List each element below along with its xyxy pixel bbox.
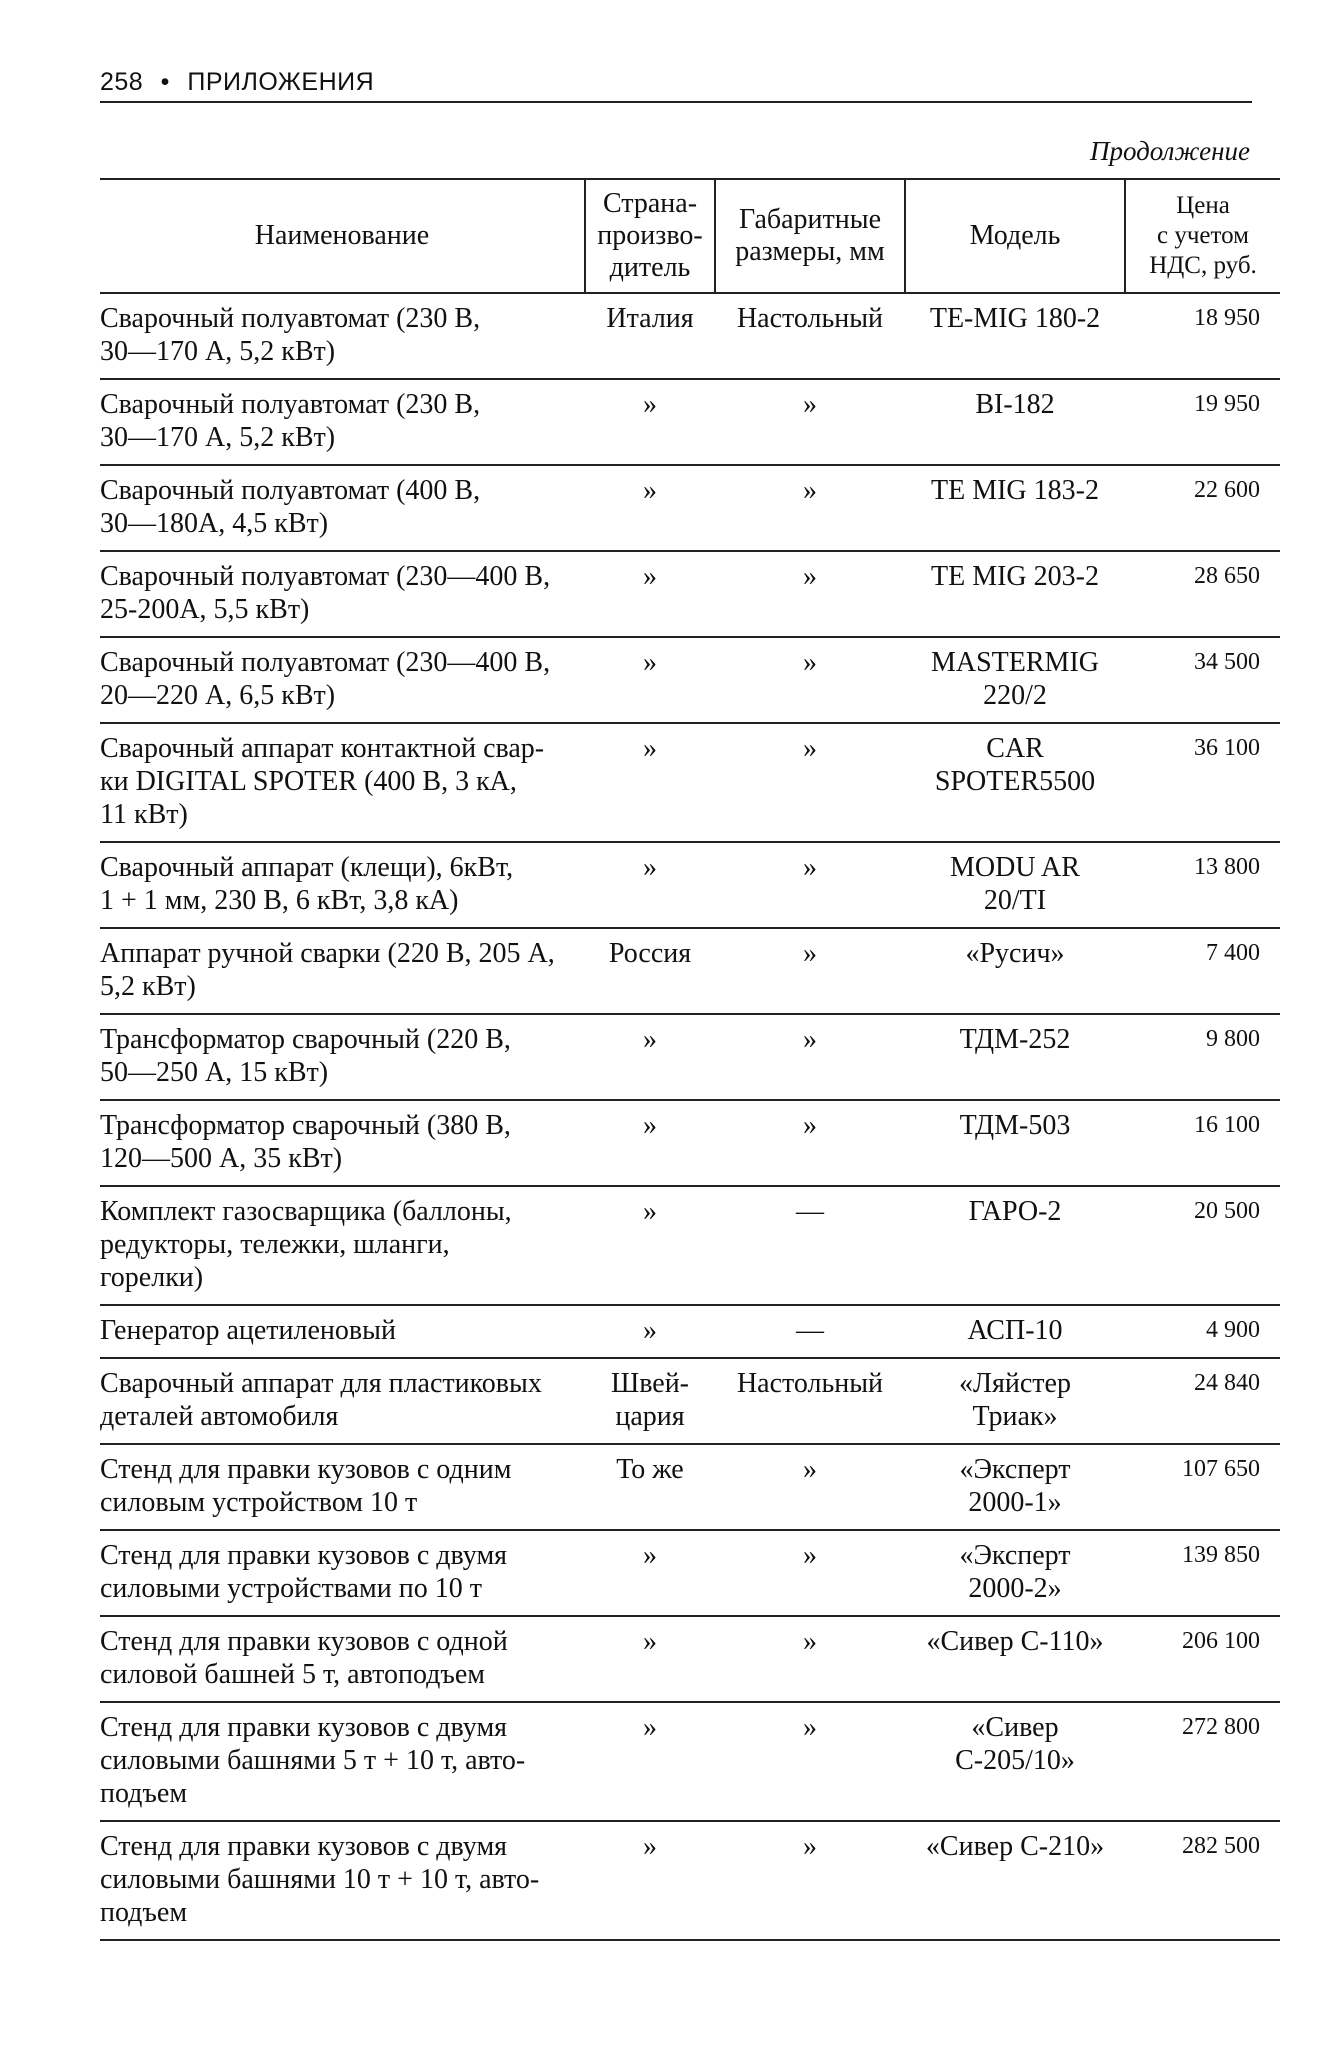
item-name-cell: Трансформатор сварочный (380 В, 120—500 А, 35 кВт) (100, 1100, 585, 1186)
price-cell: 9 800 (1125, 1014, 1280, 1100)
price-cell: 20 500 (1125, 1186, 1280, 1305)
country-cell: Россия (585, 928, 715, 1014)
item-name-cell: Аппарат ручной сварки (220 В, 205 А, 5,2 кВт) (100, 928, 585, 1014)
size-cell: » (715, 928, 905, 1014)
model-cell: ТДМ-252 (905, 1014, 1125, 1100)
price-cell: 28 650 (1125, 551, 1280, 637)
size-cell: — (715, 1305, 905, 1358)
table-row (100, 1616, 1280, 1702)
price-cell: 282 500 (1125, 1821, 1280, 1940)
table-row (100, 723, 1280, 842)
model-cell: ГАРО-2 (905, 1186, 1125, 1305)
model-cell: «Эксперт 2000-1» (905, 1444, 1125, 1530)
running-header (100, 68, 1250, 97)
price-cell: 13 800 (1125, 842, 1280, 928)
size-cell: Настольный (715, 293, 905, 379)
price-cell: 107 650 (1125, 1444, 1280, 1530)
model-cell: MASTERMIG 220/2 (905, 637, 1125, 723)
model-cell: «Эксперт 2000-2» (905, 1530, 1125, 1616)
country-cell: » (585, 1616, 715, 1702)
table-row (100, 1530, 1280, 1616)
size-cell: » (715, 1100, 905, 1186)
item-name-cell: Сварочный аппарат контактной свар- ки DIGITAL SPOTER (400 В, 3 кА, 11 кВт) (100, 723, 585, 842)
country-cell: Италия (585, 293, 715, 379)
country-cell: » (585, 723, 715, 842)
table-row (100, 1014, 1280, 1100)
size-cell: — (715, 1186, 905, 1305)
price-cell: 206 100 (1125, 1616, 1280, 1702)
table-row (100, 637, 1280, 723)
table-row (100, 551, 1280, 637)
item-name-cell: Трансформатор сварочный (220 В, 50—250 А, 15 кВт) (100, 1014, 585, 1100)
item-name-cell: Комплект газосварщика (баллоны, редукторы, тележки, шланги, горелки) (100, 1186, 585, 1305)
table-row (100, 1702, 1280, 1821)
price-cell: 36 100 (1125, 723, 1280, 842)
model-cell: MODU AR 20/TI (905, 842, 1125, 928)
model-cell: «Русич» (905, 928, 1125, 1014)
price-cell: 16 100 (1125, 1100, 1280, 1186)
size-cell: » (715, 465, 905, 551)
table-row (100, 1444, 1280, 1530)
country-cell: » (585, 842, 715, 928)
table-row (100, 928, 1280, 1014)
item-name-cell: Сварочный полуавтомат (230—400 В, 25-200А, 5,5 кВт) (100, 551, 585, 637)
model-cell: BI-182 (905, 379, 1125, 465)
size-cell: » (715, 723, 905, 842)
country-cell: » (585, 1305, 715, 1358)
model-cell: TE MIG 203-2 (905, 551, 1125, 637)
table-body (100, 293, 1280, 1940)
country-cell: » (585, 551, 715, 637)
size-cell: » (715, 1616, 905, 1702)
country-cell: » (585, 379, 715, 465)
table-row (100, 293, 1280, 379)
size-cell: » (715, 379, 905, 465)
country-cell: » (585, 1702, 715, 1821)
model-cell: «Ляйстер Триак» (905, 1358, 1125, 1444)
size-cell: » (715, 551, 905, 637)
size-cell: » (715, 1821, 905, 1940)
price-cell: 18 950 (1125, 293, 1280, 379)
model-cell: АСП-10 (905, 1305, 1125, 1358)
header-rule (100, 101, 1252, 103)
size-cell: » (715, 1014, 905, 1100)
size-cell: » (715, 637, 905, 723)
size-cell: » (715, 1444, 905, 1530)
size-cell: » (715, 842, 905, 928)
country-cell: » (585, 1186, 715, 1305)
table-header (100, 179, 1280, 293)
item-name-cell: Сварочный полуавтомат (230 В, 30—170 А, 5,2 кВт) (100, 293, 585, 379)
size-cell: » (715, 1530, 905, 1616)
table-row (100, 1821, 1280, 1940)
section-title: ПРИЛОЖЕНИЯ (187, 68, 375, 96)
model-cell: «Сивер С-205/10» (905, 1702, 1125, 1821)
item-name-cell: Стенд для правки кузовов с одним силовым устройством 10 т (100, 1444, 585, 1530)
table-row (100, 465, 1280, 551)
country-cell: То же (585, 1444, 715, 1530)
table-row (100, 1305, 1280, 1358)
price-cell: 7 400 (1125, 928, 1280, 1014)
country-cell: Швей- цария (585, 1358, 715, 1444)
model-cell: «Сивер С-110» (905, 1616, 1125, 1702)
price-cell: 24 840 (1125, 1358, 1280, 1444)
price-cell: 22 600 (1125, 465, 1280, 551)
col-header-country: Страна- произво- дитель (585, 179, 715, 293)
continuation-label: Продолжение (1089, 136, 1250, 166)
col-header-model: Модель (905, 179, 1125, 293)
model-cell: TE MIG 183-2 (905, 465, 1125, 551)
item-name-cell: Стенд для правки кузовов с двумя силовыми башнями 5 т + 10 т, авто- подъем (100, 1702, 585, 1821)
size-cell: Настольный (715, 1358, 905, 1444)
col-header-name: Наименование (100, 179, 585, 293)
table-row (100, 379, 1280, 465)
model-cell: CAR SPOTER5500 (905, 723, 1125, 842)
country-cell: » (585, 1530, 715, 1616)
col-header-price: Цена с учетом НДС, руб. (1125, 179, 1280, 293)
table-row (100, 842, 1280, 928)
price-cell: 19 950 (1125, 379, 1280, 465)
table-row (100, 1358, 1280, 1444)
item-name-cell: Сварочный полуавтомат (400 В, 30—180А, 4,5 кВт) (100, 465, 585, 551)
header-row (100, 179, 1280, 293)
header-separator: • (160, 68, 170, 96)
country-cell: » (585, 465, 715, 551)
size-cell: » (715, 1702, 905, 1821)
col-header-size: Габаритные размеры, мм (715, 179, 905, 293)
model-cell: ТДМ-503 (905, 1100, 1125, 1186)
item-name-cell: Стенд для правки кузовов с двумя силовыми башнями 10 т + 10 т, авто- подъем (100, 1821, 585, 1940)
item-name-cell: Сварочный аппарат для пластиковых деталей автомобиля (100, 1358, 585, 1444)
price-cell: 34 500 (1125, 637, 1280, 723)
country-cell: » (585, 1821, 715, 1940)
item-name-cell: Сварочный полуавтомат (230—400 В, 20—220 А, 6,5 кВт) (100, 637, 585, 723)
country-cell: » (585, 1014, 715, 1100)
item-name-cell: Сварочный аппарат (клещи), 6кВт, 1 + 1 мм, 230 В, 6 кВт, 3,8 кА) (100, 842, 585, 928)
item-name-cell: Стенд для правки кузовов с одной силовой башней 5 т, автоподъем (100, 1616, 585, 1702)
price-cell: 4 900 (1125, 1305, 1280, 1358)
model-cell: «Сивер С-210» (905, 1821, 1125, 1940)
model-cell: TE-MIG 180-2 (905, 293, 1125, 379)
price-table-container (100, 178, 1280, 1941)
item-name-cell: Стенд для правки кузовов с двумя силовыми устройствами по 10 т (100, 1530, 585, 1616)
country-cell: » (585, 637, 715, 723)
page-number: 258 (100, 68, 144, 96)
table-row (100, 1186, 1280, 1305)
table-row (100, 1100, 1280, 1186)
country-cell: » (585, 1100, 715, 1186)
item-name-cell: Генератор ацетиленовый (100, 1305, 585, 1358)
price-cell: 272 800 (1125, 1702, 1280, 1821)
price-table (100, 178, 1280, 1941)
price-cell: 139 850 (1125, 1530, 1280, 1616)
item-name-cell: Сварочный полуавтомат (230 В, 30—170 А, 5,2 кВт) (100, 379, 585, 465)
